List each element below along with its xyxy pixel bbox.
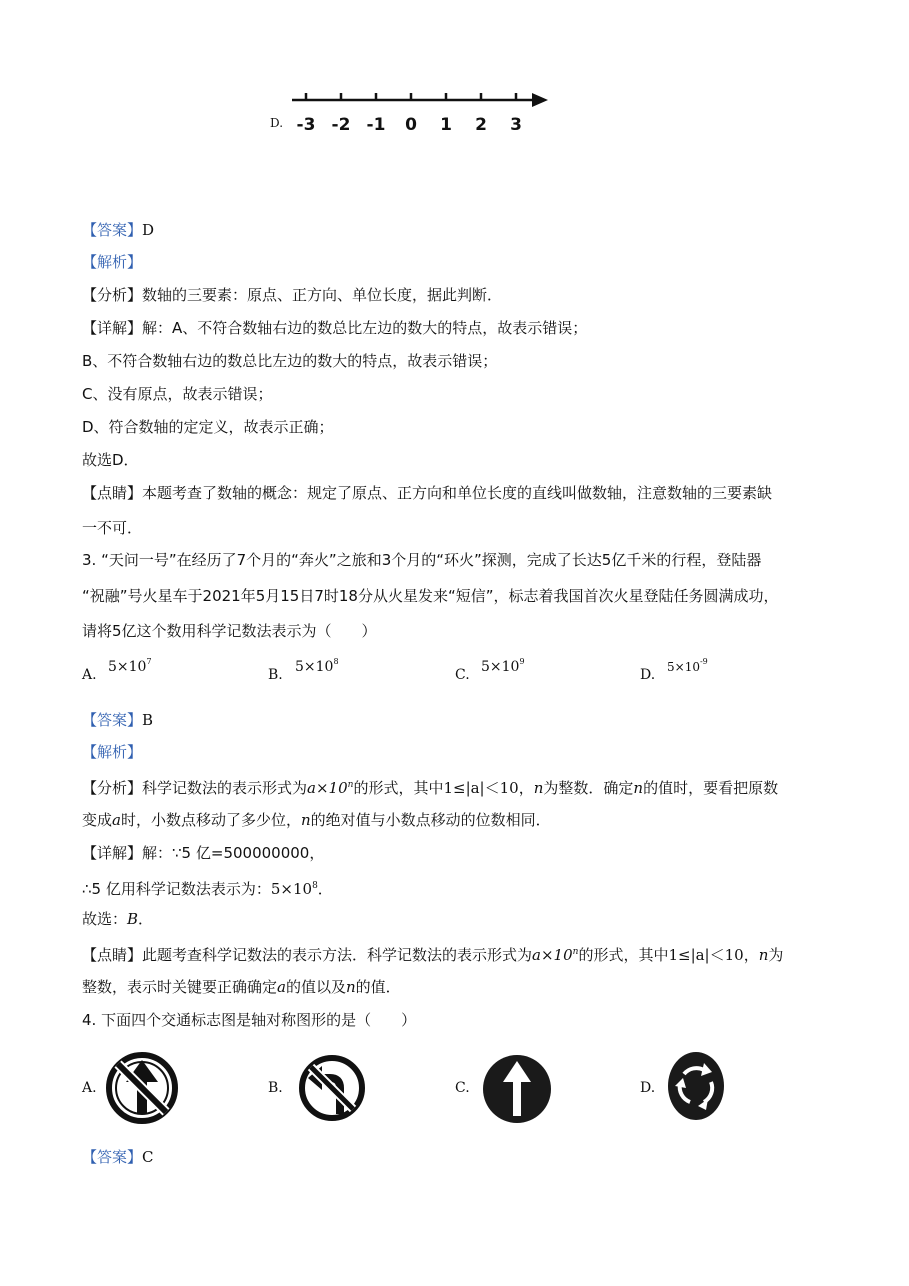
q3-stem-line3: 请将5亿这个数用科学记数法表示为（ ） bbox=[82, 622, 377, 640]
number-line-tick-label: -2 bbox=[331, 115, 351, 135]
q2-analysis-tag: 【解析】 bbox=[82, 253, 143, 271]
q2-choose: 故选D． bbox=[82, 451, 139, 469]
q3-option-a-label: A. bbox=[82, 667, 97, 683]
answer-tag: 【答案】 bbox=[82, 221, 143, 239]
q3-option-a-value: $5\times 10^7$ bbox=[108, 657, 152, 675]
q4-option-d-label: D. bbox=[640, 1080, 656, 1096]
number-line-tick-label: -1 bbox=[366, 115, 386, 135]
q2-dianjing-line2: 一不可． bbox=[82, 519, 143, 537]
q3-stem-line2: “祝融”号火星车于2021年5月15日7时18分从火星发来“短信”，标志着我国首次火星登陆任务圆满成功， bbox=[82, 587, 779, 605]
q4-option-c-label: C. bbox=[455, 1080, 470, 1096]
xiangjie-text: 解：A、不符合数轴右边的数总比左边的数大的特点，故表示错误； bbox=[142, 319, 588, 337]
q3-therefore-line: ∴5 亿用科学记数法表示为：$5\times 10^8$． bbox=[82, 880, 333, 898]
number-line-tick-label: 0 bbox=[405, 115, 417, 135]
q2-dianjing-line bbox=[82, 483, 772, 503]
q2-fenxi-line bbox=[82, 285, 502, 305]
q3-option-c-label: C. bbox=[455, 667, 470, 683]
q3-xiangjie-line: 【详解】解：∵5 亿=500000000， bbox=[82, 844, 325, 862]
answer-value: D bbox=[142, 221, 155, 239]
q4-option-a-label: A. bbox=[82, 1080, 97, 1096]
q3-option-d-label: D. bbox=[640, 667, 656, 683]
q4-stem: 4. 下面四个交通标志图是轴对称图形的是（ ） bbox=[82, 1011, 417, 1029]
option-label: D. bbox=[270, 116, 284, 130]
q2-line-c: C、没有原点，故表示错误； bbox=[82, 385, 273, 403]
q3-option-b-label: B. bbox=[268, 667, 283, 683]
fenxi-tag: 【分析】 bbox=[82, 286, 143, 304]
dianjing-text: 本题考查了数轴的概念：规定了原点、正方向和单位长度的直线叫做数轴，注意数轴的三要素缺 bbox=[142, 484, 773, 502]
dianjing-tag: 【点睛】 bbox=[82, 484, 143, 502]
q3-option-c-value: $5\times 10^9$ bbox=[481, 657, 525, 675]
q3-stem-line1: 3. “天问一号”在经历了7个月的“奔火”之旅和3个月的“环火”探测，完成了长达5亿千米的行程，登陆器 bbox=[82, 551, 762, 569]
answer-value: B bbox=[142, 711, 154, 729]
number-line-tick-label: 2 bbox=[475, 115, 487, 135]
q2-answer-line bbox=[82, 220, 154, 240]
q3-option-b-value: $5\times 10^8$ bbox=[295, 657, 339, 675]
number-line-arrow bbox=[532, 93, 548, 107]
fenxi-text: 数轴的三要素：原点、正方向、单位长度，据此判断． bbox=[142, 286, 503, 304]
number-line-tick-label: 3 bbox=[510, 115, 522, 135]
answer-tag: 【答案】 bbox=[82, 1148, 143, 1166]
q2-xiangjie-line bbox=[82, 318, 587, 338]
roundabout-sign-icon bbox=[666, 1050, 726, 1122]
q3-choose-line: 故选：B． bbox=[82, 910, 154, 928]
answer-tag: 【答案】 bbox=[82, 711, 143, 729]
number-line-figure bbox=[286, 88, 556, 138]
answer-value: C bbox=[142, 1148, 154, 1166]
xiangjie-tag: 【详解】 bbox=[82, 319, 143, 337]
q3-analysis-tag: 【解析】 bbox=[82, 743, 143, 761]
q2-line-d: D、符合数轴的定定义，故表示正确； bbox=[82, 418, 334, 436]
number-line-tick-label: -3 bbox=[296, 115, 316, 135]
number-line-tick-label: 1 bbox=[440, 115, 452, 135]
q3-dianjing-line: 【点睛】此题考查科学记数法的表示方法．科学记数法的表示形式为$a\times 10^n$的形式，其中1≤|a|＜10，n为 bbox=[82, 946, 784, 964]
no-left-turn-sign-icon bbox=[298, 1054, 366, 1122]
q3-option-d-value: $5\times 10^{-9}$ bbox=[667, 657, 708, 674]
q3-dianjing-line2: 整数，表示时关键要正确确定a的值以及n的值． bbox=[82, 978, 401, 996]
q2-line-b: B、不符合数轴右边的数总比左边的数大的特点，故表示错误； bbox=[82, 352, 498, 370]
q3-fenxi-line2: 变成a时，小数点移动了多少位，n的绝对值与小数点移动的位数相同． bbox=[82, 811, 551, 829]
straight-ahead-arrow-sign-icon bbox=[480, 1052, 554, 1126]
no-straight-ahead-sign-icon bbox=[104, 1050, 180, 1126]
q3-fenxi-line: 【分析】科学记数法的表示形式为$a\times 10^n$的形式，其中1≤|a|＜10，n为整数．确定n的值时，要看把原数 bbox=[82, 779, 779, 797]
q3-answer-line bbox=[82, 710, 153, 730]
q4-answer-line bbox=[82, 1147, 154, 1167]
q4-option-b-label: B. bbox=[268, 1080, 283, 1096]
